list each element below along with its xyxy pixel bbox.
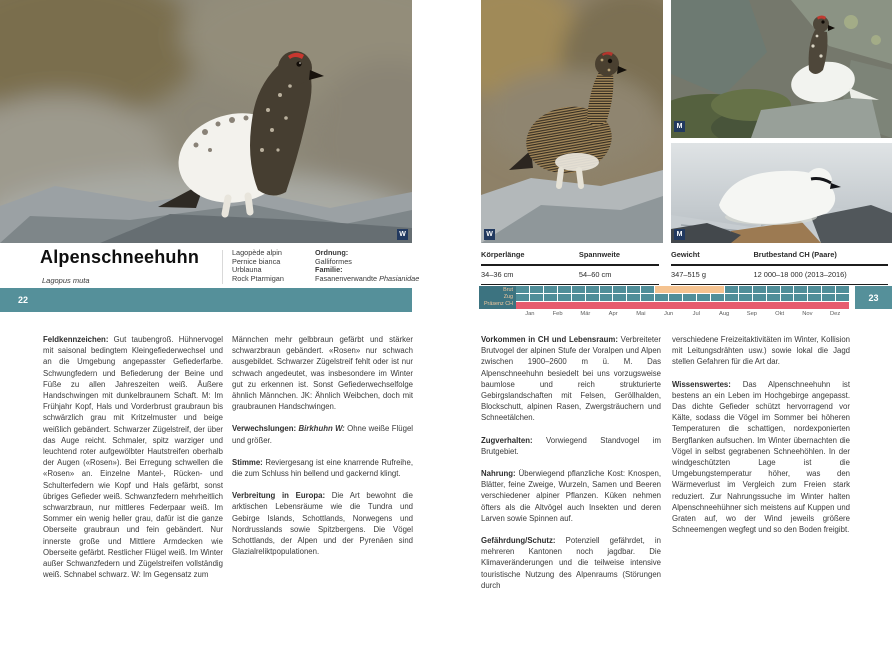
table-header-row [671, 246, 888, 266]
paragraph-label: Nahrung: [481, 469, 516, 479]
table-header-row [481, 246, 659, 266]
pheno-brut-period [655, 286, 724, 293]
table-value-row [671, 266, 888, 285]
pheno-cell [808, 286, 821, 293]
moulting-male-illustration [671, 0, 892, 138]
pheno-month-label: Mai [636, 311, 646, 317]
pheno-cell [572, 286, 585, 293]
other-language-names [232, 249, 284, 284]
pheno-label-box [479, 286, 516, 309]
left-page-column-2 [232, 334, 413, 568]
pheno-cell [683, 294, 696, 301]
pheno-cell [739, 294, 752, 301]
pheno-cell [781, 286, 794, 293]
pheno-cell [600, 286, 613, 293]
pheno-row-label: Präsenz CH [483, 301, 513, 308]
pheno-cell [753, 286, 766, 293]
value-gewicht: 347–515 g [671, 270, 706, 279]
pheno-cell [808, 294, 821, 301]
value-koerperlaenge: 34–36 cm [481, 270, 514, 279]
pheno-cell [725, 294, 738, 301]
paragraph-feldkennzeichen: Feldkennzeichen: Gut taubengroß. Hühnervogel mit saisonal bedingtem Kleingefiederwechsel und an die Umgebung angepasster Gefiederfarbe. Schwungfedern und Befiederung der Beine und Füße zu allen Jahreszeiten weiß. Äußere Handschwingen mit dunkelbraunem Schaft. M: Im Frühjahr Kopf, Hals und Vorderbrust graubraun bis schwärzlich grau mit Kritzelmuster und beige weißlich gebändert. Schwarzer Zügelstreif, der über das Auge reicht. Schmaler, spitz warziger und leuchtend roter aufgewölbter Hautstreifen oberhalb der Augen («Rosen»). Bei Erregung schwellen die «Rosen» an. Einzelne Mantel-, Rücken- und Schulterfedern wie Kopf und Hals gefärbt, sonst übriges Gefieder weiß. Schwanzfedern mehrheitlich schwarzbraun, nur mittleres Federpaar weiß. Im Sommer ein wenig heller grau, dafür ist die ganze Oberseite graubraun und fein gebändert. Nur innerste große und Mittlere Armdecken wie Oberseite gefärbt. Restlicher Flügel weiß. Im Winter außer Schwanzfedern und Zügelstreifen vollständig weiß. Schnabel schwarz. W: Im Gegensatz zum [43, 335, 223, 580]
paragraph-label: Gefährdung/Schutz: [481, 536, 556, 546]
pheno-cell [516, 294, 529, 301]
paragraph-gefaehrdung: Gefährdung/Schutz: Potenziell gefährdet, in mehreren Kantonen noch jagdbar. Die Klimaveränderungen und die teilweise intensive touristische Nutzung des Alpenraums (Störungen durch [481, 536, 661, 590]
family-value: Fasanenverwandte Phasianidae [315, 274, 420, 284]
pheno-cell [794, 286, 807, 293]
pheno-months [516, 311, 849, 317]
paragraph-zugverhalten: Zugverhalten: Vorwiegend Standvogel im Brutgebiet. [481, 435, 661, 456]
pheno-row-brut [516, 286, 849, 293]
pheno-cell [600, 294, 613, 301]
name-romansh: Urblauna [232, 265, 262, 275]
pheno-cell [516, 286, 529, 293]
pheno-cell [627, 286, 640, 293]
order-value: Galliformes [315, 256, 352, 266]
header-divider [222, 250, 223, 284]
pheno-cell [767, 294, 780, 301]
species-title: Alpenschneehuhn [40, 247, 200, 267]
pheno-month-label: Nov [802, 311, 813, 317]
pheno-cell [613, 294, 626, 301]
photo-sex-label: M [674, 229, 685, 240]
pheno-month-label: Mär [580, 311, 591, 317]
paragraph-stimme: Stimme: Reviergesang ist eine knarrende Rufreihe, die zum Schluss hin bellend und gackernd klingt. [232, 457, 413, 479]
paragraph-verwechslungen: Verwechslungen: Birkhuhn W: Ohne weiße Flügel und größer. [232, 424, 414, 445]
paragraph-continuation: Männchen mehr gelbbraun gefärbt und stärker schwarzbraun gebändert. «Rosen» nur schwach ausgebildet. Schwarzer Zügelstreif fehlt oder ist nur schwach angedeutet, was insbesondere im Winter gut zu erkennen ist. Sonst Gefiederwechselfolge ähnlich Männchen. JK: Ähnlich Weibchen, doch mit graubraunen Handschwingen. [232, 335, 413, 412]
name-italian: Pernice bianca [232, 256, 281, 266]
pheno-cell [572, 294, 585, 301]
pheno-cell [781, 294, 794, 301]
paragraph-label: Zugverhalten: [481, 435, 533, 445]
pheno-month-label: Aug [718, 311, 730, 317]
moulting-male-photo [671, 0, 892, 138]
pheno-cell [558, 294, 571, 301]
pheno-cell [822, 294, 835, 301]
paragraph-verbreitung: Verbreitung in Europa: Die Art bewohnt die arktischen Lebensräume wie die Tundra und Gebirge Islands, Schottlands, Norwegens und Nordrusslands sowie Spitzbergens. Die Vögel Schottlands, der Alpen und der Pyrenäen sind Glazialreliktpopulationen. [232, 491, 414, 557]
pheno-cell [544, 294, 557, 301]
paragraph-label: Stimme: [232, 457, 263, 467]
summer-female-photo [481, 0, 663, 243]
photo-sex-label: W [484, 229, 495, 240]
pheno-row-label: Zug [503, 294, 513, 301]
value-brutbestand: 12 000–18 000 (2013–2016) [753, 270, 847, 279]
pheno-row-praesenz [516, 302, 849, 309]
page-number-left: 22 [18, 295, 29, 305]
table-value-row [481, 266, 659, 285]
paragraph-nahrung: Nahrung: Überwiegend pflanzliche Kost: Knospen, Blätter, feine Zweige, Wurzeln, Samen und Beeren verschiedener alpiner Pflanzen. Küken nehmen öfters als die Altvögel auch Insekten und deren Larven sowie Spinnen auf. [481, 469, 661, 523]
header-spannweite: Spannweite [578, 250, 620, 259]
header-brutbestand: Brutbestand CH (Paare) [753, 250, 837, 259]
right-page-column-1 [481, 334, 661, 602]
pheno-cell [711, 294, 724, 301]
pheno-month-label: Jun [663, 311, 674, 317]
header-gewicht: Gewicht [671, 250, 700, 259]
pheno-cell [669, 294, 682, 301]
pheno-cell [739, 286, 752, 293]
pheno-month-label: Dez [829, 311, 841, 317]
pheno-cell [558, 286, 571, 293]
winter-male-illustration [671, 143, 892, 243]
ptarmigan-photo-illustration [0, 0, 412, 243]
pheno-row-zug [516, 294, 849, 301]
paragraph-vorkommen: Vorkommen in CH und Lebensraum: Verbreiteter Brutvogel der alpinen Stufe der Voralpen und Alpen zwischen 1900–2600 m ü. M. Das Alpenschneehuhn besiedelt bei uns vorzugsweise baumlose und reich strukturierte Gebirgslandschaften mit Felsen, Geröllhalden, Blockschutt, alpinen Rasen, Zwergsträuchern und Schneetälchen. [481, 335, 661, 423]
pheno-cell [586, 286, 599, 293]
paragraph-wissenswertes: Wissenswertes: Das Alpenschneehuhn ist bestens an ein Leben im Hochgebirge angepasst. Das dichte Gefieder schützt hervorragend vor Kälte, sodass die Vögel im Sommer bei höheren Temperaturen die schattigen, nordexponierten Bergflanken aufsuchen. Im Winter übernachten die Vögel in selbst gegrabenen Schneehöhlen. In der windgeschützten Lage ist die Umgebungstemperatur höher, was den Wärmeverlust im Vergleich zum Freien stark reduziert. Zur Nahrungssuche im Winter halten Alpenschneehühner sich meistens auf Kuppen und Graten auf, wo der Wind jeweils größere Schneemengen wegfegt und so den Boden freigibt. [672, 379, 850, 535]
summer-female-illustration [481, 0, 663, 243]
page-number-bar [0, 288, 412, 312]
order-label: Ordnung: [315, 248, 349, 257]
pheno-cell [767, 286, 780, 293]
pheno-cell [530, 286, 543, 293]
pheno-cell [613, 286, 626, 293]
paragraph-label: Verbreitung in Europa: [232, 491, 326, 501]
name-french: Lagopède alpin [232, 248, 282, 257]
left-page-column-1 [43, 334, 223, 591]
scientific-name: Lagopus muta [42, 276, 90, 285]
name-english: Rock Ptarmigan [232, 274, 284, 284]
pheno-cell [627, 294, 640, 301]
pheno-cell [641, 294, 654, 301]
paragraph-label: Feldkennzeichen: [43, 335, 109, 344]
header-koerperlaenge: Körperlänge [481, 250, 525, 259]
paragraph-label: Wissenswertes: [672, 379, 731, 389]
measurements-table-right [671, 246, 888, 285]
pheno-month-label: Jan [525, 311, 535, 317]
page-number-right: 23 [868, 292, 879, 303]
pheno-cell [586, 294, 599, 301]
right-page-column-2 [672, 334, 850, 546]
main-ptarmigan-photo [0, 0, 412, 243]
paragraph-label: Verwechslungen: [232, 424, 297, 434]
pheno-month-label: Feb [552, 311, 563, 317]
page-number-badge [855, 286, 892, 309]
phenology-calendar [479, 286, 892, 320]
pheno-cell [822, 286, 835, 293]
paragraph-continuation: verschiedene Freizeitaktivitäten im Winter, Kollision mit Leitungsdrähten usw.) sowie lokal die Jagd stellen Gefahren für die Art dar. [672, 335, 850, 367]
value-spannweite: 54–60 cm [578, 270, 612, 279]
pheno-cell [641, 286, 654, 293]
pheno-cell [836, 286, 849, 293]
photo-sex-label: M [674, 121, 685, 132]
pheno-row-label: Brut [503, 287, 513, 293]
family-label: Familie: [315, 265, 343, 275]
pheno-cell [836, 294, 849, 301]
photo-sex-label: W [397, 229, 408, 240]
taxonomy-block [315, 249, 419, 284]
pheno-cell [725, 286, 738, 293]
measurements-table-left [481, 246, 659, 285]
pheno-cell [544, 286, 557, 293]
pheno-month-label: Okt [775, 311, 785, 317]
pheno-month-label: Jul [692, 311, 701, 317]
pheno-cell [697, 294, 710, 301]
pheno-cell [530, 294, 543, 301]
pheno-cell [753, 294, 766, 301]
pheno-month-label: Sep [746, 311, 758, 317]
pheno-month-label: Apr [608, 311, 618, 317]
pheno-cell [794, 294, 807, 301]
paragraph-label: Vorkommen in CH und Lebensraum: [481, 335, 618, 344]
winter-male-photo [671, 143, 892, 243]
pheno-cell [655, 294, 668, 301]
